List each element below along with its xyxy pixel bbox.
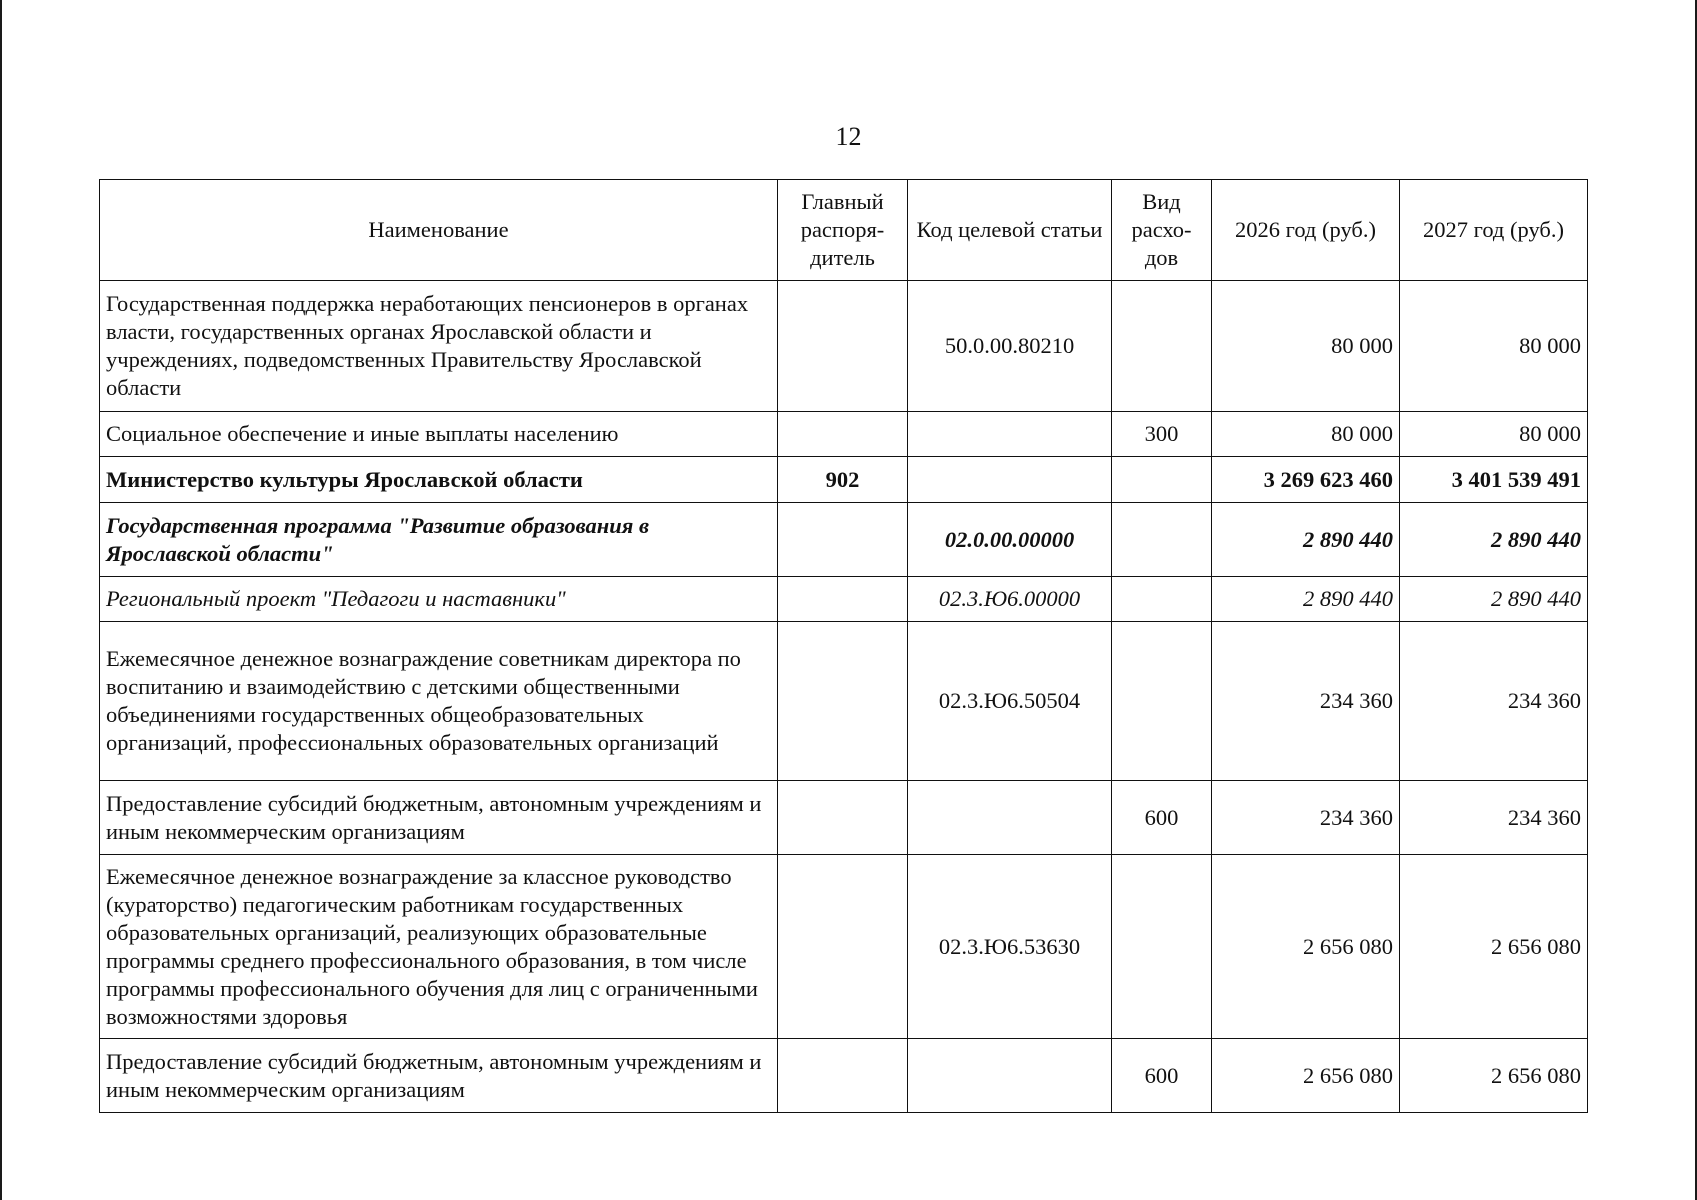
table-row bbox=[100, 457, 1588, 503]
header-year-2026: 2026 год (руб.) bbox=[1212, 180, 1400, 281]
row-name: Ежемесячное денежное вознаграждение за классное руководство (кураторство) педагогическим работникам государственных образовательных организаций, реализующих образовательные программы среднего профессионального образования, в том числе программы профессионального обучения для лиц с ограниченными возможностями здоровья bbox=[100, 855, 778, 1039]
row-amount-2027: 2 890 440 bbox=[1400, 503, 1588, 577]
row-manager bbox=[778, 577, 908, 622]
row-code: 50.0.00.80210 bbox=[908, 281, 1112, 412]
row-manager bbox=[778, 503, 908, 577]
table-row bbox=[100, 1039, 1588, 1113]
row-manager bbox=[778, 412, 908, 457]
table-row bbox=[100, 412, 1588, 457]
table-row bbox=[100, 855, 1588, 1039]
row-amount-2027: 2 890 440 bbox=[1400, 577, 1588, 622]
row-code: 02.0.00.00000 bbox=[908, 503, 1112, 577]
table-row bbox=[100, 577, 1588, 622]
row-code: 02.3.Ю6.53630 bbox=[908, 855, 1112, 1039]
row-code: 02.3.Ю6.50504 bbox=[908, 622, 1112, 781]
row-manager bbox=[778, 622, 908, 781]
budget-table bbox=[99, 179, 1588, 1113]
row-manager bbox=[778, 781, 908, 855]
row-expense-type: 600 bbox=[1112, 1039, 1212, 1113]
row-amount-2026: 2 656 080 bbox=[1212, 855, 1400, 1039]
row-name: Предоставление субсидий бюджетным, автономным учреждениям и иным некоммерческим организациям bbox=[100, 1039, 778, 1113]
row-amount-2026: 2 656 080 bbox=[1212, 1039, 1400, 1113]
header-expense-type: Вид расхо-дов bbox=[1112, 180, 1212, 281]
row-amount-2026: 80 000 bbox=[1212, 412, 1400, 457]
row-name: Ежемесячное денежное вознаграждение советникам директора по воспитанию и взаимодействию с детскими общественными объединениями государственных общеобразовательных организаций, профессиональных образовательных организаций bbox=[100, 622, 778, 781]
row-name: Предоставление субсидий бюджетным, автономным учреждениям и иным некоммерческим организациям bbox=[100, 781, 778, 855]
row-code bbox=[908, 412, 1112, 457]
row-expense-type bbox=[1112, 855, 1212, 1039]
row-manager bbox=[778, 281, 908, 412]
table-row bbox=[100, 781, 1588, 855]
row-code: 02.3.Ю6.00000 bbox=[908, 577, 1112, 622]
header-code: Код целевой статьи bbox=[908, 180, 1112, 281]
row-amount-2026: 2 890 440 bbox=[1212, 577, 1400, 622]
row-amount-2027: 80 000 bbox=[1400, 412, 1588, 457]
row-amount-2026: 80 000 bbox=[1212, 281, 1400, 412]
row-manager bbox=[778, 855, 908, 1039]
row-amount-2026: 234 360 bbox=[1212, 781, 1400, 855]
table-row bbox=[100, 503, 1588, 577]
row-name: Социальное обеспечение и иные выплаты населению bbox=[100, 412, 778, 457]
row-amount-2026: 234 360 bbox=[1212, 622, 1400, 781]
row-manager: 902 bbox=[778, 457, 908, 503]
row-expense-type: 600 bbox=[1112, 781, 1212, 855]
row-expense-type bbox=[1112, 577, 1212, 622]
table-row bbox=[100, 281, 1588, 412]
header-manager: Главный распоря-дитель bbox=[778, 180, 908, 281]
row-expense-type: 300 bbox=[1112, 412, 1212, 457]
row-name: Министерство культуры Ярославской области bbox=[100, 457, 778, 503]
header-name: Наименование bbox=[100, 180, 778, 281]
row-amount-2027: 234 360 bbox=[1400, 622, 1588, 781]
row-amount-2027: 2 656 080 bbox=[1400, 1039, 1588, 1113]
table-header-row bbox=[100, 180, 1588, 281]
row-amount-2026: 3 269 623 460 bbox=[1212, 457, 1400, 503]
row-amount-2027: 80 000 bbox=[1400, 281, 1588, 412]
row-amount-2027: 3 401 539 491 bbox=[1400, 457, 1588, 503]
row-amount-2027: 2 656 080 bbox=[1400, 855, 1588, 1039]
header-year-2027: 2027 год (руб.) bbox=[1400, 180, 1588, 281]
row-expense-type bbox=[1112, 457, 1212, 503]
row-code bbox=[908, 1039, 1112, 1113]
row-name: Региональный проект "Педагоги и наставники" bbox=[100, 577, 778, 622]
row-expense-type bbox=[1112, 503, 1212, 577]
row-name: Государственная программа "Развитие образования в Ярославской области" bbox=[100, 503, 778, 577]
row-manager bbox=[778, 1039, 908, 1113]
row-expense-type bbox=[1112, 622, 1212, 781]
table-row bbox=[100, 622, 1588, 781]
page-edge-left bbox=[0, 0, 2, 1200]
page-number: 12 bbox=[835, 122, 862, 151]
row-code bbox=[908, 781, 1112, 855]
row-amount-2027: 234 360 bbox=[1400, 781, 1588, 855]
row-expense-type bbox=[1112, 281, 1212, 412]
row-amount-2026: 2 890 440 bbox=[1212, 503, 1400, 577]
row-name: Государственная поддержка неработающих пенсионеров в органах власти, государственных органах Ярославской области и учреждениях, подведомственных Правительству Ярославской области bbox=[100, 281, 778, 412]
row-code bbox=[908, 457, 1112, 503]
table-body bbox=[100, 281, 1588, 1113]
